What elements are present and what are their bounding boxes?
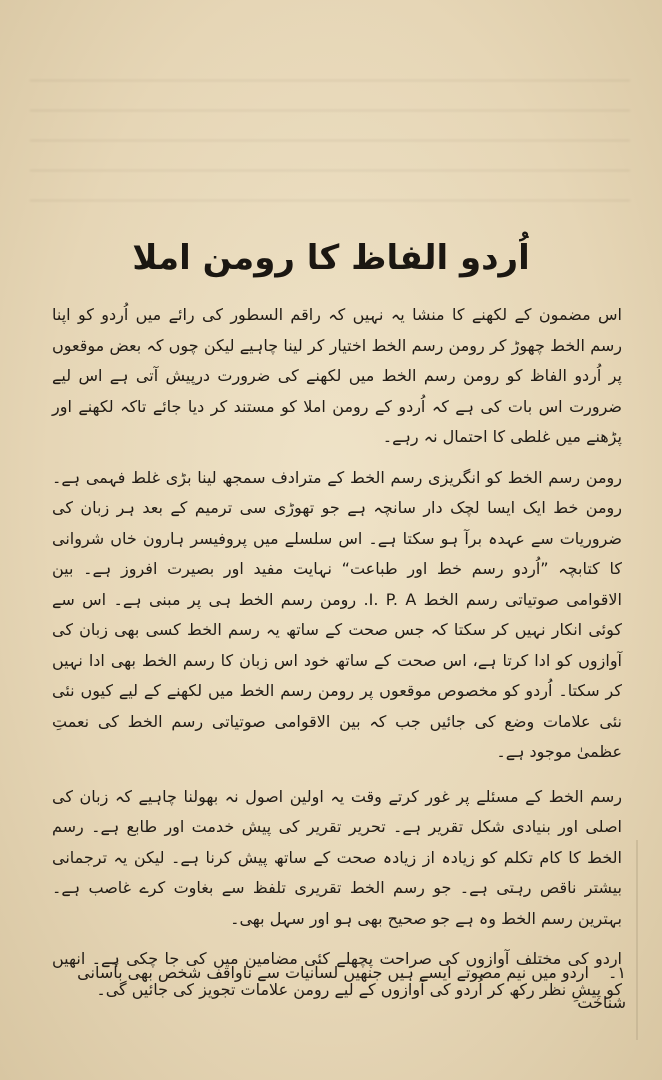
article-body: [52, 300, 622, 1015]
bleed-through-text: [30, 60, 630, 210]
footnote-number: ۱۔: [608, 963, 626, 982]
footnote: [52, 958, 626, 1018]
article-title: اُردو الفاظ کا رومن املا: [132, 238, 530, 278]
paragraph-4: اردو کی مختلف آوازوں کی صراحت پچھلے کئی مضامین میں کی جا چکی ہے۔ انھیں کو پیشِ نظر رکھ کر اُردو کی آوازوں کے لیے رومن علامات تجویز کی جائیں گی۔: [52, 949, 622, 999]
paragraph-2: رومن رسم الخط کو انگریزی رسم الخط کے مترادف سمجھ لینا بڑی غلط فہمی ہے۔ رومن خط ایک ایسا لچک دار سانچہ ہے جو تھوڑی سی ترمیم کے بعد ہر زبان کی ضروریات سے عہدہ برآ ہو سکتا ہے۔ اس سلسلے میں پروفیسر ہارون خاں شروانی کا کتابچہ ”اُردو رسم خط اور طباعت“ نہایت مفید اور بصیرت افروز ہے۔ بین الاقوامی صوتیاتی رسم الخط I. P. A. رومن رسم الخط ہی پر مبنی ہے۔ اس سے کوئی انکار نہیں کر سکتا کہ جس صحت کے ساتھ یہ رسم الخط کسی بھی زبان کی آوازوں کو ادا کرتا ہے، اس صحت کے ساتھ خود اس زبان کا رسم الخط بھی ادا نہیں کر سکتا۔ اُردو کو مخصوص موقعوں پر رومن رسم الخط میں لکھنے کے لیے کیوں نئی نئی علامات وضع کی جائیں جب کہ بین الاقوامی صوتیاتی رسم الخط کی نعمتِ عظمیٰ موجود ہے۔: [52, 467, 623, 761]
paragraph-1: اس مضمون کے لکھنے کا منشا یہ نہیں کہ راقم السطور کی رائے میں اُردو کو اپنا رسم الخط چھوڑ کر رومن رسم الخط اختیار کر لینا چاہیے لیکن چوں کہ بعض موقعوں پر اُردو الفاظ کو رومن رسم الخط میں لکھنے کی ضرورت درپیش آتی ہے اس لیے ضرورت اس بات کی ہے کہ اُردو کے رومن املا کو مستند کر دیا جائے تاکہ لکھنے اور پڑھنے میں غلطی کا احتمال نہ رہے۔: [52, 305, 622, 446]
footnote-text: اردو میں نیم مصوتے ایسے ہیں جنھیں لسانیات سے ناواقف شخص بھی بآسانی شناخت: [77, 963, 626, 1012]
page-crease: [636, 840, 638, 1040]
paragraph-3: رسم الخط کے مسئلے پر غور کرتے وقت یہ اولین اصول نہ بھولنا چاہیے کہ زبان کی اصلی اور بنیادی شکل تقریر ہے۔ تحریر تقریر کی پیش خدمت اور طابع ہے۔ رسم الخط کا کام تکلم کو زیادہ از زیادہ صحت کے ساتھ پیش کرنا ہے۔ لیکن یہ ترجمانی بیشتر ناقص رہتی ہے۔ جو رسم الخط تقریری تلفظ سے بغاوت کرے غاصب ہے۔ بہترین رسم الخط وہ ہے جو صحیح بھی ہو اور سہل بھی۔: [52, 786, 622, 928]
